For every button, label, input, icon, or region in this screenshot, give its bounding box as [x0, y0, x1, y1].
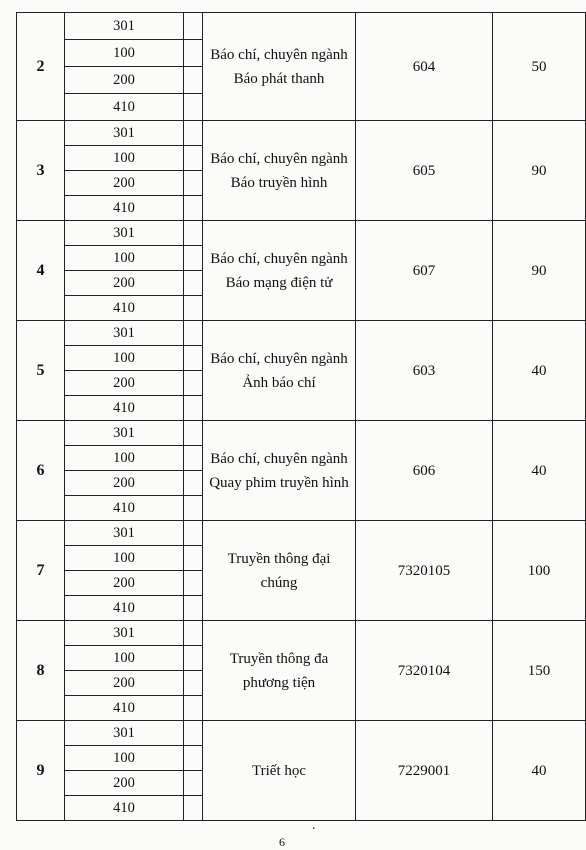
exam-code-cell: 301 [65, 721, 184, 746]
exam-code-cell: 200 [65, 171, 184, 196]
empty-cell [184, 196, 203, 221]
exam-code-cell: 100 [65, 246, 184, 271]
quota: 90 [493, 221, 586, 321]
quota: 40 [493, 721, 586, 821]
exam-code-cell: 100 [65, 546, 184, 571]
empty-cell [184, 171, 203, 196]
empty-cell [184, 94, 203, 121]
exam-code-cell: 301 [65, 421, 184, 446]
major-name: Truyền thông đa phương tiện [203, 621, 356, 721]
exam-code-cell: 200 [65, 671, 184, 696]
quota: 150 [493, 621, 586, 721]
table-row [17, 121, 586, 146]
table-row [17, 521, 586, 546]
empty-cell [184, 796, 203, 821]
major-name: Báo chí, chuyên ngành Báo truyền hình [203, 121, 356, 221]
exam-code-cell: 410 [65, 496, 184, 521]
quota: 40 [493, 421, 586, 521]
empty-cell [184, 371, 203, 396]
major-name: Báo chí, chuyên ngành Báo phát thanh [203, 13, 356, 121]
empty-cell [184, 671, 203, 696]
exam-code-cell: 200 [65, 571, 184, 596]
empty-cell [184, 721, 203, 746]
exam-code-cell: 200 [65, 271, 184, 296]
empty-cell [184, 246, 203, 271]
major-code: 7320104 [356, 621, 493, 721]
empty-cell [184, 321, 203, 346]
empty-cell [184, 421, 203, 446]
stray-dot: . [312, 818, 316, 833]
empty-cell [184, 471, 203, 496]
row-number: 5 [17, 321, 65, 421]
empty-cell [184, 396, 203, 421]
empty-cell [184, 271, 203, 296]
exam-code-cell: 100 [65, 146, 184, 171]
major-code: 7320105 [356, 521, 493, 621]
exam-code-cell: 100 [65, 346, 184, 371]
empty-cell [184, 621, 203, 646]
quota: 90 [493, 121, 586, 221]
exam-code-cell: 200 [65, 67, 184, 94]
page-number: 6 [279, 835, 285, 849]
quota: 40 [493, 321, 586, 421]
empty-cell [184, 40, 203, 67]
major-name: Báo chí, chuyên ngành Ảnh báo chí [203, 321, 356, 421]
exam-code-cell: 301 [65, 321, 184, 346]
table-row [17, 621, 586, 646]
empty-cell [184, 146, 203, 171]
row-number: 6 [17, 421, 65, 521]
exam-code-cell: 301 [65, 121, 184, 146]
table-row [17, 321, 586, 346]
table-row [17, 221, 586, 246]
major-name: Báo chí, chuyên ngành Quay phim truyền hình [203, 421, 356, 521]
row-number: 9 [17, 721, 65, 821]
empty-cell [184, 521, 203, 546]
row-number: 7 [17, 521, 65, 621]
row-number: 4 [17, 221, 65, 321]
empty-cell [184, 696, 203, 721]
major-code: 606 [356, 421, 493, 521]
quota: 50 [493, 13, 586, 121]
major-code: 605 [356, 121, 493, 221]
exam-code-cell: 100 [65, 646, 184, 671]
exam-code-cell: 410 [65, 696, 184, 721]
major-name: Triết học [203, 721, 356, 821]
empty-cell [184, 67, 203, 94]
empty-cell [184, 771, 203, 796]
major-code: 607 [356, 221, 493, 321]
empty-cell [184, 121, 203, 146]
empty-cell [184, 446, 203, 471]
major-name: Truyền thông đại chúng [203, 521, 356, 621]
admission-table [16, 12, 586, 821]
row-number: 3 [17, 121, 65, 221]
major-code: 604 [356, 13, 493, 121]
exam-code-cell: 410 [65, 94, 184, 121]
major-code: 7229001 [356, 721, 493, 821]
exam-code-cell: 410 [65, 296, 184, 321]
row-number: 2 [17, 13, 65, 121]
exam-code-cell: 200 [65, 371, 184, 396]
exam-code-cell: 100 [65, 746, 184, 771]
empty-cell [184, 746, 203, 771]
exam-code-cell: 301 [65, 621, 184, 646]
exam-code-cell: 410 [65, 796, 184, 821]
empty-cell [184, 546, 203, 571]
exam-code-cell: 301 [65, 13, 184, 40]
empty-cell [184, 296, 203, 321]
table-row [17, 13, 586, 40]
admission-table-body [17, 13, 586, 821]
exam-code-cell: 200 [65, 771, 184, 796]
exam-code-cell: 200 [65, 471, 184, 496]
table-row [17, 421, 586, 446]
major-code: 603 [356, 321, 493, 421]
exam-code-cell: 410 [65, 396, 184, 421]
exam-code-cell: 410 [65, 196, 184, 221]
major-name: Báo chí, chuyên ngành Báo mạng điện tử [203, 221, 356, 321]
table-row [17, 721, 586, 746]
quota: 100 [493, 521, 586, 621]
exam-code-cell: 100 [65, 40, 184, 67]
empty-cell [184, 596, 203, 621]
empty-cell [184, 13, 203, 40]
empty-cell [184, 646, 203, 671]
empty-cell [184, 221, 203, 246]
exam-code-cell: 100 [65, 446, 184, 471]
empty-cell [184, 496, 203, 521]
exam-code-cell: 410 [65, 596, 184, 621]
empty-cell [184, 346, 203, 371]
row-number: 8 [17, 621, 65, 721]
empty-cell [184, 571, 203, 596]
exam-code-cell: 301 [65, 521, 184, 546]
exam-code-cell: 301 [65, 221, 184, 246]
